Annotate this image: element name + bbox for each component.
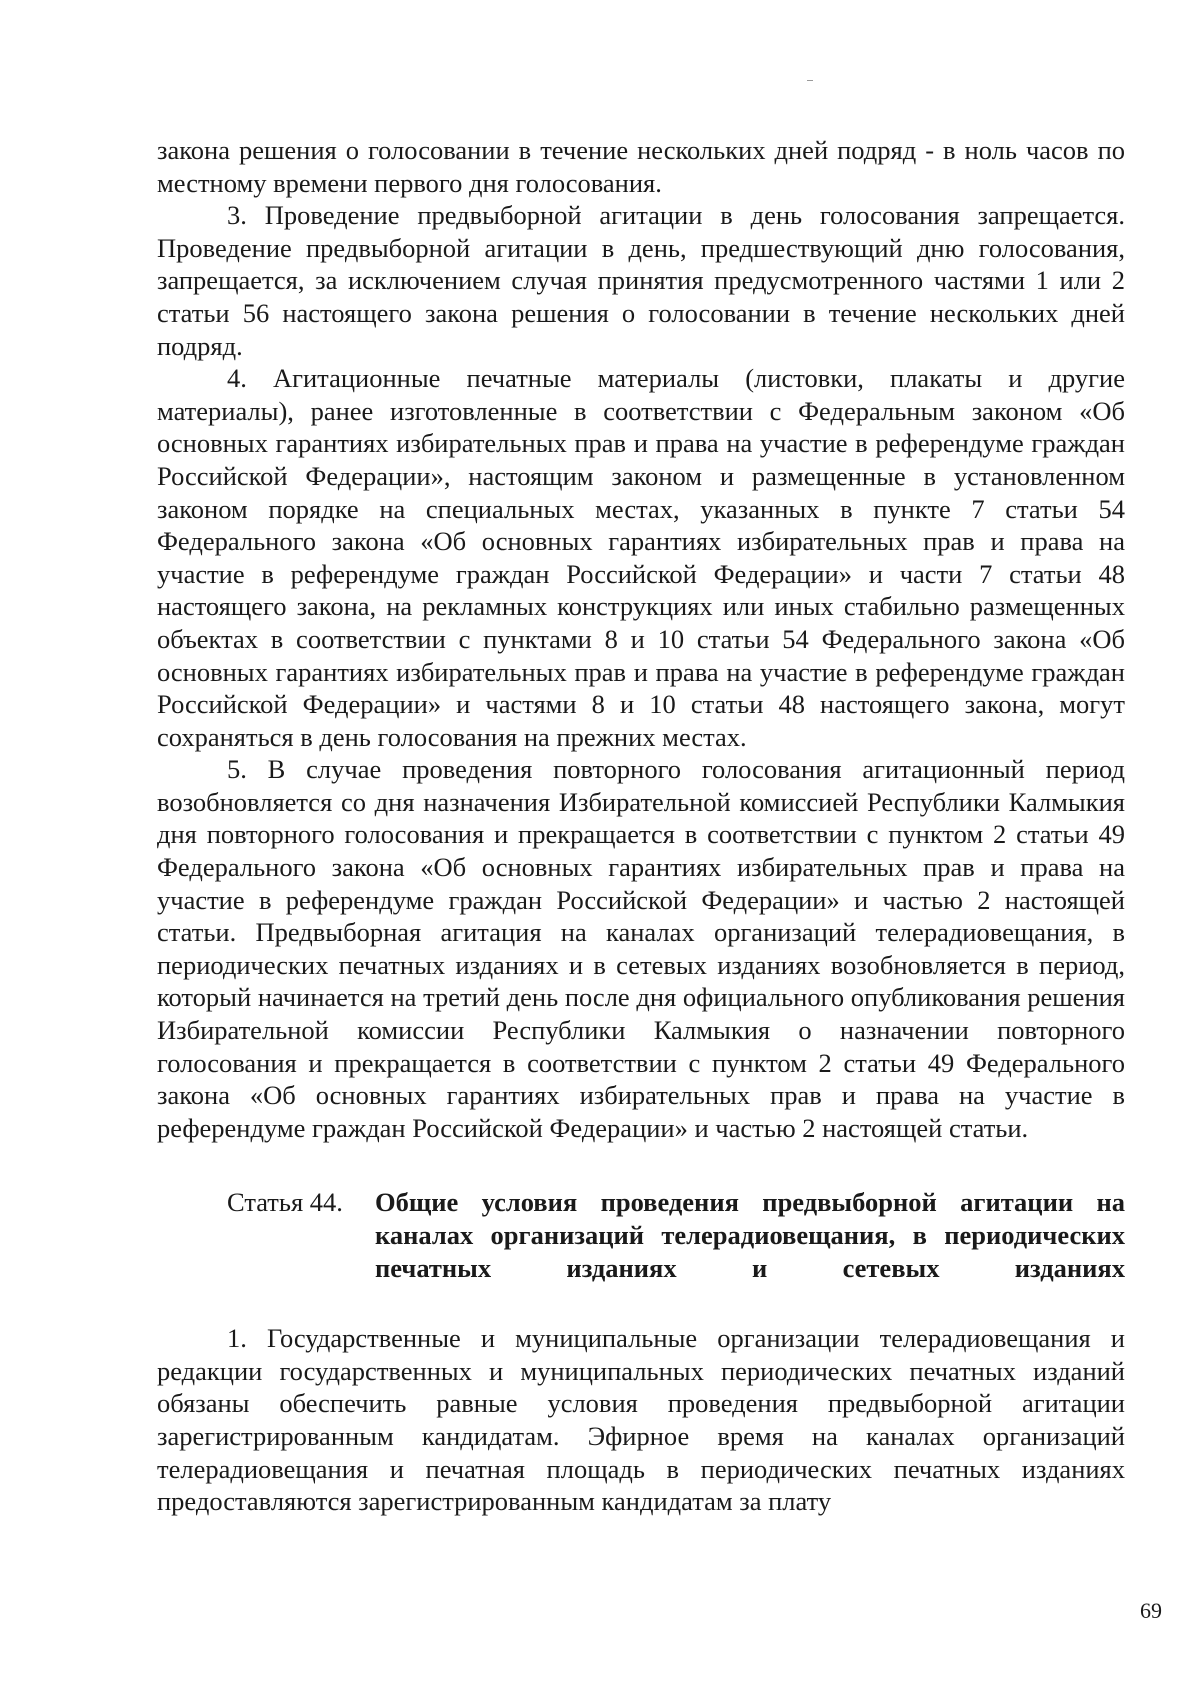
paragraph-article-item-1: 1. Государственные и муниципальные организации телерадиовещания и редакции государственных и муниципальных периодических печатных изданий обязаны обеспечить равные условия проведения предвыборной агитации зарегистрированным кандидатам. Эфирное время на каналах организаций телерадиовещания и печатная площадь в периодических печатных изданиях предоставляются зарегистрированным кандидатам за плату [157,1323,1125,1517]
paragraph-continuation: закона решения о голосовании в течение нескольких дней подряд - в ноль часов по местному времени первого дня голосования. [157,135,1125,198]
paragraph-item-5: 5. В случае проведения повторного голосования агитационный период возобновляется со дня назначения Избирательной комиссией Республики Калмыкия дня повторного голосования и прекращается в соответствии с пунктом 2 статьи 49 Федерального закона «Об основных гарантиях избирательных прав и права на участие в референдуме граждан Российской Федерации» и частью 2 настоящей статьи. Предвыборная агитация на каналах организаций телерадиовещания, в периодических печатных изданиях и в сетевых изданиях возобновляется в период, который начинается на третий день после дня официального опубликования решения Избирательной комиссии Республики Калмыкия о назначении повторного голосования и прекращается в соответствии с пунктом 2 статьи 49 Федерального закона «Об основных гарантиях избирательных прав и права на участие в референдуме граждан Российской Федерации» и частью 2 настоящей статьи. [157,754,1125,1143]
article-heading [157,1186,1125,1284]
scan-artifact [807,80,813,81]
paragraph-item-4: 4. Агитационные печатные материалы (листовки, плакаты и другие материалы), ранее изготовленные в соответствии с Федеральным законом «Об основных гарантиях избирательных прав и права на участие в референдуме граждан Российской Федерации», настоящим законом и размещенные в установленном законом порядке на специальных местах, указанных в пункте 7 статьи 54 Федерального закона «Об основных гарантиях избирательных прав и права на участие в референдуме граждан Российской Федерации» и части 7 статьи 48 настоящего закона, на рекламных конструкциях или иных стабильно размещенных объектах в соответствии с пунктами 8 и 10 статьи 54 Федерального закона «Об основных гарантиях избирательных прав и права на участие в референдуме граждан Российской Федерации» и частями 8 и 10 статьи 48 настоящего закона, могут сохраняться в день голосования на прежних местах. [157,363,1125,752]
page-number: 69 [1140,1598,1162,1623]
paragraph-item-3: 3. Проведение предвыборной агитации в день голосования запрещается. Проведение предвыборной агитации в день, предшествующий дню голосования, запрещается, за исключением случая принятия предусмотренного частями 1 или 2 статьи 56 настоящего закона решения о голосовании в течение нескольких дней подряд. [157,200,1125,361]
document-page [157,134,1125,1518]
article-title: Общие условия проведения предвыборной агитации на каналах организаций телерадиовещания, в периодических печатных изданиях и сетевых изданиях [375,1187,1125,1283]
article-number: Статья 44. [227,1187,343,1218]
